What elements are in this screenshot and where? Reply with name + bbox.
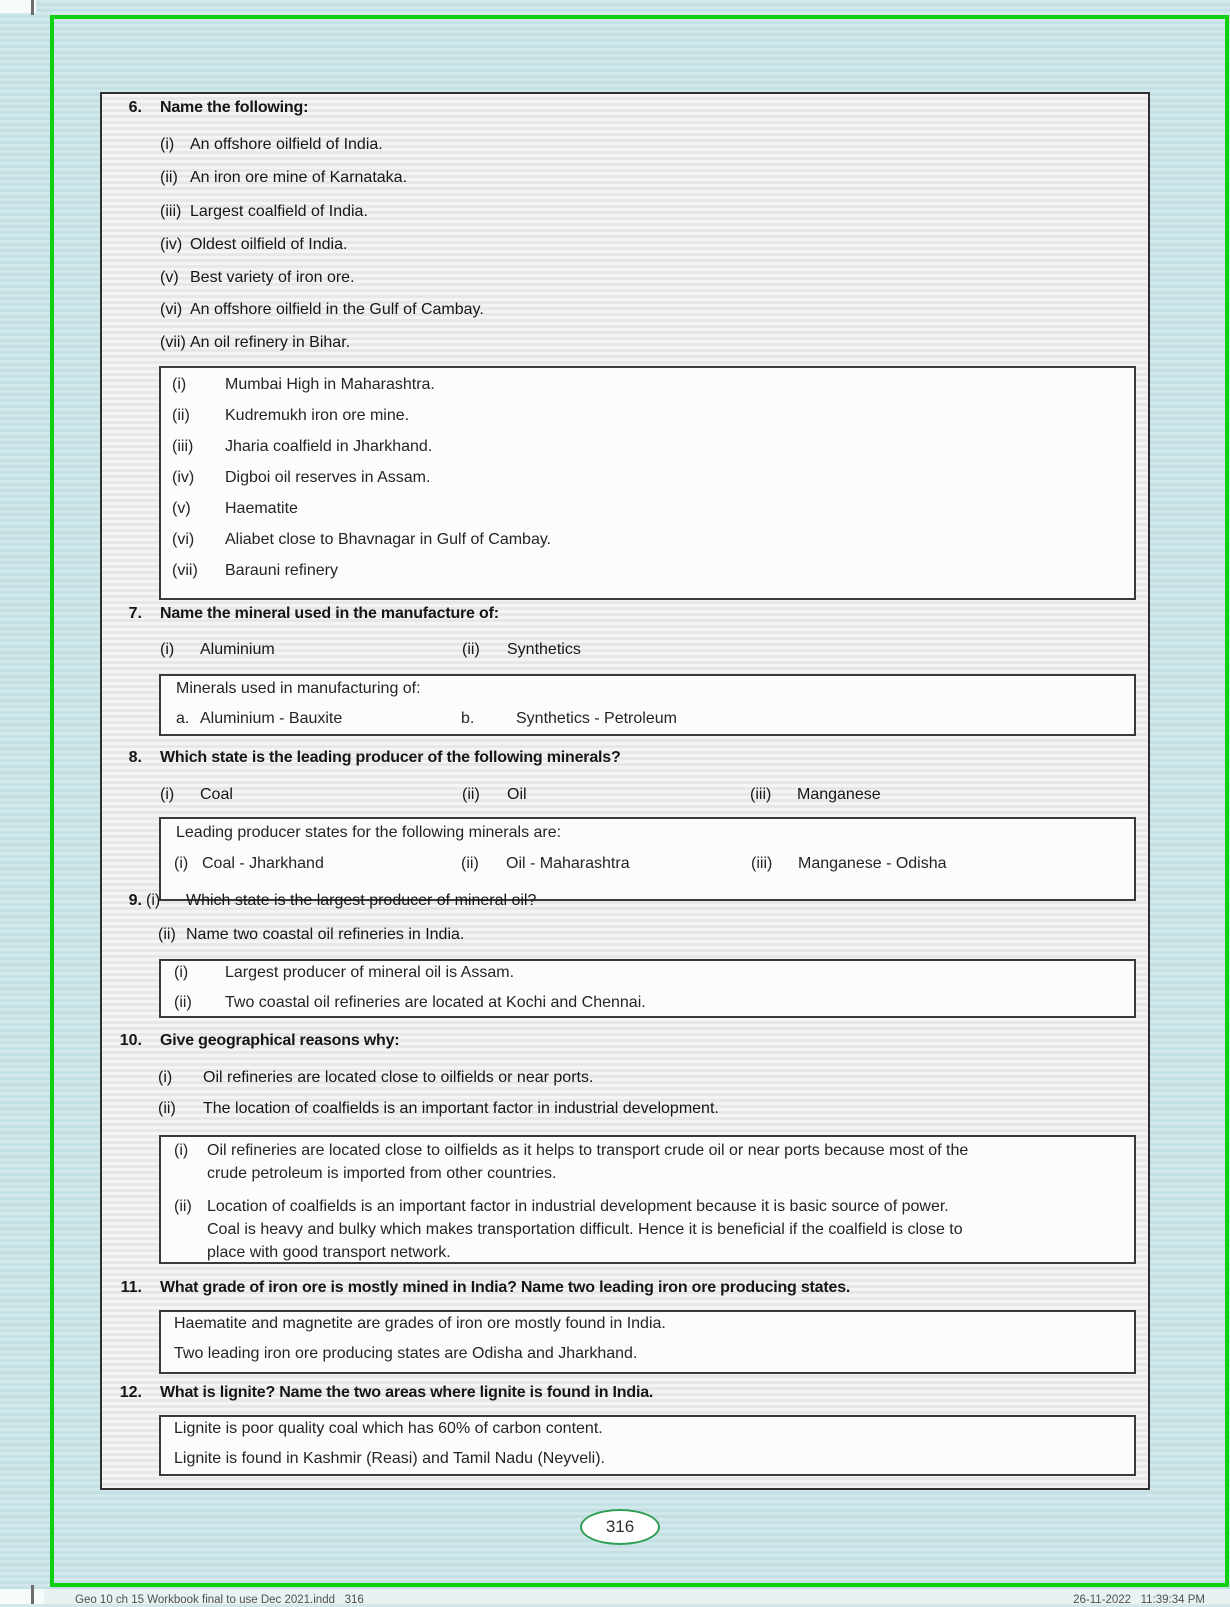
answer-numeral: (ii) xyxy=(174,994,192,1011)
answer-box-q8 xyxy=(159,817,1136,901)
answer-text: Largest producer of mineral oil is Assam. xyxy=(225,964,515,981)
answer-numeral: (ii) xyxy=(172,407,190,424)
item-text: Synthetics xyxy=(507,641,581,658)
question-8-number: 8. xyxy=(128,749,142,766)
worksheet-panel xyxy=(100,92,1150,1490)
question-12-header xyxy=(102,1382,1148,1404)
answer-line xyxy=(161,436,1134,467)
item-text: Aluminium xyxy=(200,641,275,658)
answer-text: Kudremukh iron ore mine. xyxy=(225,407,410,424)
answer-text: Aluminium - Bauxite xyxy=(200,710,343,727)
question-6-item-2 xyxy=(102,167,1148,189)
answer-line xyxy=(161,1418,1134,1448)
answer-text: Jharia coalfield in Jharkhand. xyxy=(225,438,433,455)
question-6-item-5 xyxy=(102,267,1148,289)
answer-text: Digboi oil reserves in Assam. xyxy=(225,469,431,486)
question-10-item-1 xyxy=(102,1067,1148,1089)
item-numeral: (vi) xyxy=(160,301,183,318)
question-6-header xyxy=(102,97,1148,119)
answer-text: Synthetics - Petroleum xyxy=(516,710,677,727)
item-text: Name two coastal oil refineries in India. xyxy=(186,926,465,943)
item-numeral: (i) xyxy=(146,892,161,909)
item-text: Oldest oilfield of India. xyxy=(190,236,348,253)
answer-line xyxy=(161,529,1134,560)
question-6-item-1 xyxy=(102,134,1148,156)
answer-intro xyxy=(161,678,1134,708)
answer-numeral: (iv) xyxy=(172,469,195,486)
item-numeral: (ii) xyxy=(158,1100,176,1117)
question-9-line-1 xyxy=(102,890,1148,912)
item-text: An oil refinery in Bihar. xyxy=(190,334,351,351)
question-12-number: 12. xyxy=(119,1384,142,1401)
answer-numeral: (iii) xyxy=(751,855,773,872)
question-6-item-3 xyxy=(102,201,1148,223)
bottom-left-page-notch xyxy=(0,1589,44,1604)
item-text: An offshore oilfield of India. xyxy=(190,136,383,153)
answer-text: Two leading iron ore producing states are Odisha and Jharkhand. xyxy=(174,1345,638,1362)
answer-numeral: (i) xyxy=(174,855,189,872)
answer-text: Barauni refinery xyxy=(225,562,338,579)
answer-text: Lignite is found in Kashmir (Reasi) and Tamil Nadu (Neyveli). xyxy=(174,1450,605,1467)
answer-box-q7 xyxy=(159,674,1136,736)
question-7-header xyxy=(102,603,1148,625)
answer-numeral: (i) xyxy=(174,964,189,981)
item-numeral: (i) xyxy=(160,136,175,153)
answer-paragraph-1 xyxy=(174,1139,1106,1185)
answer-numeral: (ii) xyxy=(461,855,479,872)
answer-numeral: (v) xyxy=(172,500,191,517)
question-10-title: Give geographical reasons why: xyxy=(160,1032,400,1049)
answer-intro-text: Leading producer states for the following minerals are: xyxy=(176,824,562,841)
item-numeral: (i) xyxy=(158,1069,173,1086)
question-7-number: 7. xyxy=(128,605,142,622)
item-text: Which state is the largest producer of mineral oil? xyxy=(186,892,537,909)
item-text: Largest coalfield of India. xyxy=(190,203,368,220)
item-numeral: (iii) xyxy=(160,203,182,220)
answer-line xyxy=(161,374,1134,405)
item-text: Oil xyxy=(507,786,527,803)
item-text: Manganese xyxy=(797,786,881,803)
question-11-header xyxy=(102,1277,1148,1299)
answer-text: Haematite xyxy=(225,500,298,517)
bottom-left-crop-mark xyxy=(31,1585,34,1604)
question-11-title: What grade of iron ore is mostly mined in India? Name two leading iron ore producing states. xyxy=(160,1279,851,1296)
question-10-item-2 xyxy=(102,1098,1148,1120)
answer-line xyxy=(161,405,1134,436)
item-numeral: (ii) xyxy=(160,169,178,186)
answer-line xyxy=(161,992,1134,1018)
question-8-title: Which state is the leading producer of the following minerals? xyxy=(160,749,621,766)
answer-line xyxy=(161,498,1134,529)
answer-line xyxy=(161,1448,1134,1476)
item-text: Coal xyxy=(200,786,233,803)
answer-box-q6 xyxy=(159,366,1136,600)
question-10-number: 10. xyxy=(119,1032,142,1049)
item-numeral: (iii) xyxy=(750,786,772,803)
item-numeral: (ii) xyxy=(462,641,480,658)
question-6-number: 6. xyxy=(128,99,142,116)
question-6-item-6 xyxy=(102,299,1148,321)
answer-numeral: (i) xyxy=(172,376,187,393)
answer-box-q11 xyxy=(159,1310,1136,1374)
answer-line xyxy=(161,962,1134,992)
answer-text: Coal - Jharkhand xyxy=(202,855,324,872)
top-left-crop-mark xyxy=(31,0,34,15)
item-numeral: (vii) xyxy=(160,334,186,351)
question-12-title: What is lignite? Name the two areas where lignite is found in India. xyxy=(160,1384,654,1401)
answer-text: Aliabet close to Bhavnagar in Gulf of Cambay. xyxy=(225,531,552,548)
question-8-header xyxy=(102,747,1148,769)
answer-line xyxy=(161,1343,1134,1373)
item-numeral: (ii) xyxy=(462,786,480,803)
question-6-title: Name the following: xyxy=(160,99,309,116)
answer-text: Lignite is poor quality coal which has 60% of carbon content. xyxy=(174,1420,603,1437)
item-text: Best variety of iron ore. xyxy=(190,269,355,286)
item-text: Oil refineries are located close to oilfields or near ports. xyxy=(203,1069,594,1086)
question-9-line-2 xyxy=(102,924,1148,946)
item-numeral: (ii) xyxy=(158,926,176,943)
answer-intro xyxy=(161,822,1134,853)
answer-box-q9 xyxy=(159,959,1136,1018)
answer-text: Haematite and magnetite are grades of iron ore mostly found in India. xyxy=(174,1315,666,1332)
question-6-item-4 xyxy=(102,234,1148,256)
answer-numeral: (ii) xyxy=(174,1198,192,1215)
page-number-badge: 316 xyxy=(580,1509,660,1545)
answer-text: Two coastal oil refineries are located at Kochi and Chennai. xyxy=(225,994,646,1011)
answer-line xyxy=(161,467,1134,498)
item-text: An offshore oilfield in the Gulf of Cambay. xyxy=(190,301,484,318)
answer-numeral: (vi) xyxy=(172,531,195,548)
answer-numeral: a. xyxy=(176,710,190,727)
question-7-items xyxy=(102,639,1148,661)
question-6-item-7 xyxy=(102,332,1148,354)
answer-box-q12 xyxy=(159,1415,1136,1476)
item-numeral: (i) xyxy=(160,641,175,658)
question-7-title: Name the mineral used in the manufacture of: xyxy=(160,605,499,622)
answer-intro-text: Minerals used in manufacturing of: xyxy=(176,680,421,697)
item-numeral: (v) xyxy=(160,269,179,286)
answer-text-line: Location of coalfields is an important factor in industrial development because it is basic source of power. xyxy=(207,1198,949,1215)
question-10-header xyxy=(102,1030,1148,1052)
item-text: The location of coalfields is an important factor in industrial development. xyxy=(203,1100,719,1117)
answer-text-line: Oil refineries are located close to oilfields as it helps to transport crude oil or near ports because most of the xyxy=(207,1142,969,1159)
footer-timestamp: 26-11-2022 11:39:34 PM xyxy=(1073,1594,1205,1606)
item-text: An iron ore mine of Karnataka. xyxy=(190,169,408,186)
question-9-number: 9. xyxy=(128,892,142,909)
answer-text: Mumbai High in Maharashtra. xyxy=(225,376,435,393)
answer-text: Oil - Maharashtra xyxy=(506,855,630,872)
answer-text-line: place with good transport network. xyxy=(207,1244,451,1261)
item-numeral: (iv) xyxy=(160,236,183,253)
question-11-number: 11. xyxy=(120,1279,142,1296)
item-numeral: (i) xyxy=(160,786,175,803)
answer-line xyxy=(161,1313,1134,1343)
answer-text-line: Coal is heavy and bulky which makes transportation difficult. Hence it is beneficial if the coalfield is close to xyxy=(207,1221,963,1238)
answer-box-q10 xyxy=(159,1135,1136,1264)
answer-line xyxy=(161,853,1134,884)
answer-numeral: (vii) xyxy=(172,562,198,579)
answer-line xyxy=(161,560,1134,591)
answer-numeral: (iii) xyxy=(172,438,194,455)
question-8-items xyxy=(102,784,1148,806)
answer-line xyxy=(161,708,1134,736)
answer-numeral: b. xyxy=(461,710,475,727)
answer-text-line: crude petroleum is imported from other countries. xyxy=(207,1165,557,1182)
answer-paragraph-2 xyxy=(174,1195,1106,1264)
answer-numeral: (i) xyxy=(174,1142,189,1159)
answer-text: Manganese - Odisha xyxy=(798,855,947,872)
footer-filename: Geo 10 ch 15 Workbook final to use Dec 2021.indd 316 xyxy=(75,1594,364,1606)
